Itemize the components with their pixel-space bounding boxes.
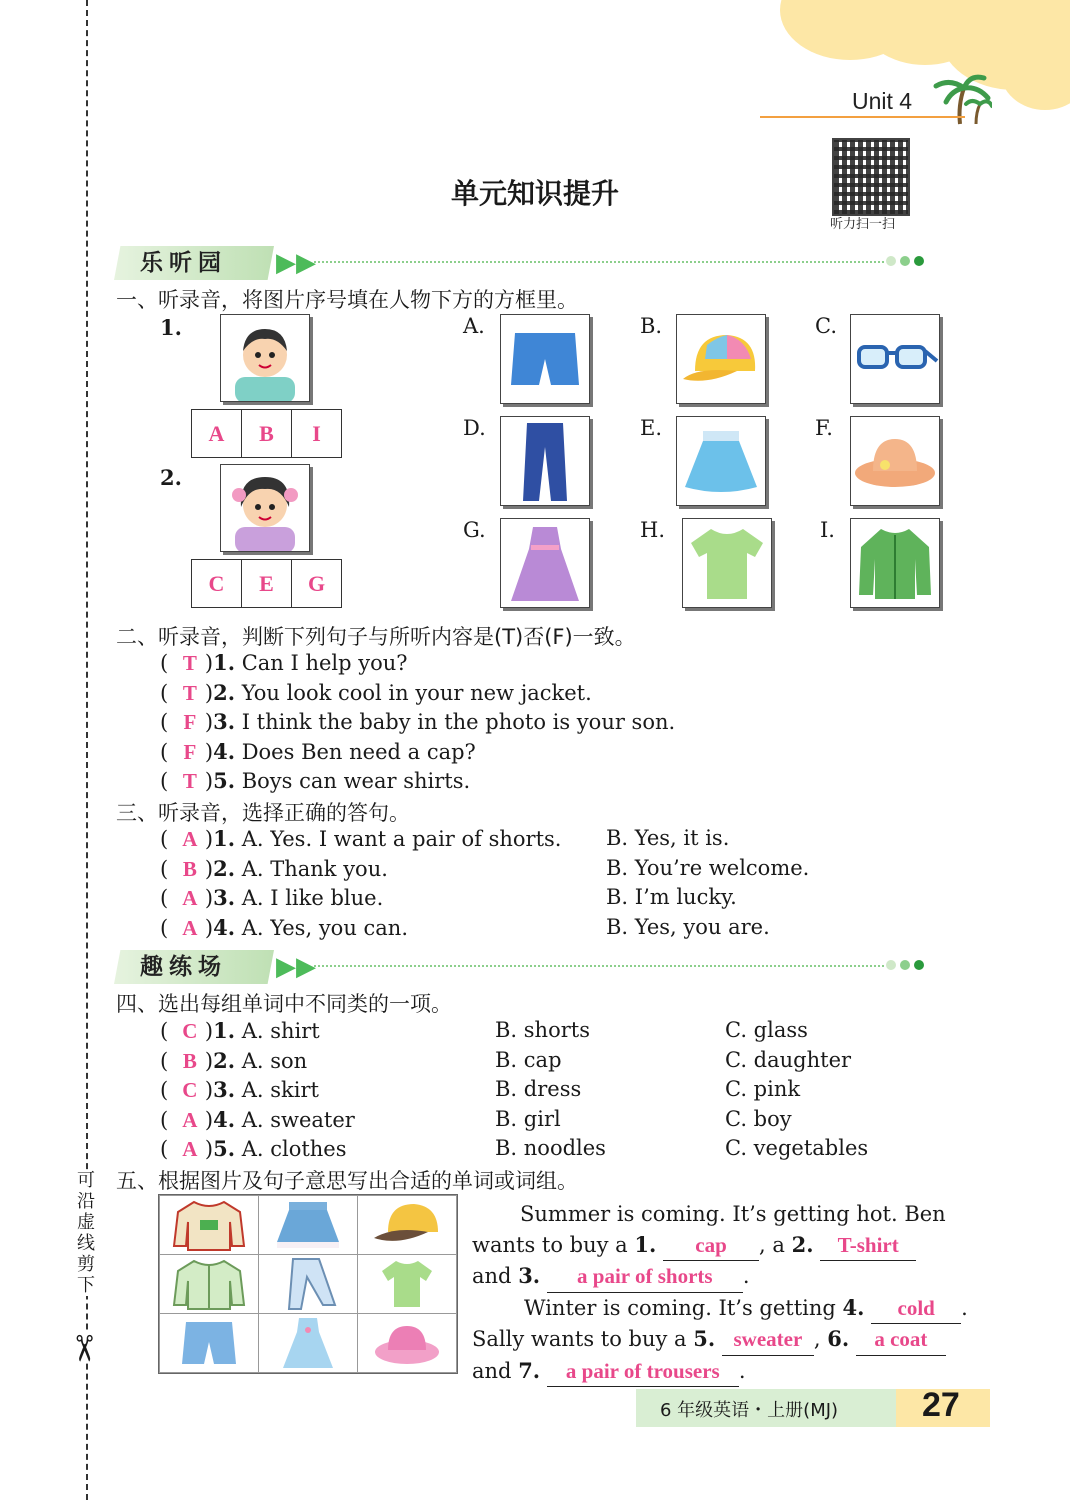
blank-number: 4. — [842, 1294, 865, 1320]
page-title: 单元知识提升 — [450, 177, 619, 210]
blank-2[interactable]: T-shirt — [820, 1231, 916, 1262]
option-b: B. I’m lucky. — [606, 885, 737, 909]
choice-item: ( A )4. A. Yes, you can. B. Yes, you are. — [160, 914, 770, 940]
tf-item: ( T )5. Boys can wear shirts. — [160, 768, 471, 793]
item-number: 1. — [213, 650, 236, 675]
option-c: C. vegetables — [725, 1136, 869, 1160]
cut-instruction: 可沿虚线剪下 — [74, 1170, 98, 1296]
option-label: C. — [815, 314, 837, 338]
cap-cell — [357, 1195, 457, 1255]
tshirt-icon — [358, 1255, 456, 1313]
blank-1[interactable]: cap — [663, 1231, 759, 1262]
banner-title: 趣练场 — [140, 954, 227, 980]
passage-text: and — [472, 1264, 512, 1288]
tf-sentence: I think the baby in the photo is your son. — [241, 710, 676, 734]
dress-cell — [258, 1313, 358, 1373]
choice-item: ( A )3. A. I like blue. B. I’m lucky. — [160, 885, 737, 910]
jacket-cell — [159, 1254, 259, 1314]
dress-icon — [501, 519, 589, 607]
option-label: E. — [640, 416, 663, 440]
dotted-divider — [314, 965, 884, 967]
tf-item: ( T )1. Can I help you? — [160, 650, 408, 675]
tf-item: ( T )2. You look cool in your new jacket. — [160, 679, 592, 705]
option-label: B. — [640, 314, 663, 338]
option-c: C. pink — [725, 1077, 801, 1101]
answer-box-cell[interactable]: B — [242, 410, 292, 457]
option-label: H. — [640, 518, 665, 542]
qr-label: 听力扫一扫 — [830, 217, 896, 232]
passage-text: , a — [759, 1232, 785, 1257]
section-2-heading: 二、听录音，判断下列句子与所听内容是(T)否(F)一致。 — [116, 625, 636, 649]
option-b: B. cap — [495, 1047, 562, 1072]
hat-picture — [850, 416, 940, 506]
section-banner-practice — [114, 950, 934, 984]
choice-answer[interactable]: B — [182, 856, 197, 881]
blank-number: 3. — [518, 1263, 541, 1288]
blank-4[interactable]: cold — [871, 1294, 961, 1325]
answer-box-1 — [191, 409, 342, 458]
clothes-picture-grid — [158, 1194, 458, 1374]
dot-icon — [886, 256, 896, 266]
shorts-icon — [501, 315, 589, 403]
jacket-picture — [850, 518, 940, 608]
passage-line: and 7. a pair of trousers . — [472, 1356, 968, 1388]
option-c: C. boy — [725, 1106, 792, 1131]
option-a: A. shirt — [241, 1019, 320, 1043]
dress-picture — [500, 518, 590, 608]
dot-icon — [914, 256, 924, 266]
sweater-cell — [159, 1195, 259, 1255]
item-number: 1. — [213, 826, 236, 851]
tf-answer[interactable]: F — [183, 710, 197, 734]
trousers-icon — [501, 417, 589, 505]
blank-3[interactable]: a pair of shorts — [547, 1262, 743, 1293]
tf-sentence: Can I help you? — [241, 651, 408, 675]
cap-picture — [676, 314, 766, 404]
option-b: B. Yes, you are. — [606, 914, 770, 939]
option-b: B. dress — [495, 1077, 582, 1101]
girl-picture — [220, 464, 310, 552]
item-number: 3. — [213, 885, 236, 910]
choice-item: ( B )2. A. Thank you. B. You’re welcome. — [160, 855, 810, 881]
cap-icon — [358, 1196, 456, 1254]
item-number: 3. — [213, 1077, 236, 1102]
odd-answer[interactable]: A — [182, 1137, 198, 1161]
jacket-icon — [851, 519, 939, 607]
item-number: 4. — [213, 738, 236, 764]
option-a: A. sweater — [241, 1107, 355, 1132]
odd-item: ( B )2. A. son B. cap C. daughter — [160, 1047, 852, 1073]
option-label: D. — [463, 416, 486, 440]
scissors-icon: ✂ — [62, 1333, 104, 1364]
item-number: 2. — [213, 1047, 236, 1073]
odd-item: ( A )5. A. clothes B. noodles C. vegetables — [160, 1136, 869, 1161]
skirt-picture — [676, 416, 766, 506]
option-b: B. girl — [495, 1106, 561, 1131]
boy-picture — [220, 314, 310, 402]
option-b: B. Yes, it is. — [606, 826, 730, 850]
passage-line: and 3. a pair of shorts . — [472, 1261, 968, 1293]
shorts-icon — [160, 1314, 258, 1372]
odd-item: ( C )1. A. shirt B. shorts C. glass — [160, 1018, 808, 1043]
item-number: 4. — [213, 1106, 236, 1132]
cap-icon — [677, 315, 765, 403]
dotted-divider — [314, 261, 884, 263]
answer-box-cell[interactable]: I — [312, 420, 321, 446]
odd-answer[interactable]: B — [182, 1048, 197, 1073]
option-b: B. noodles — [495, 1136, 606, 1160]
answer-box-cell[interactable]: E — [242, 560, 292, 607]
option-label: G. — [463, 518, 486, 542]
hat-icon — [851, 417, 939, 505]
passage — [472, 1200, 968, 1387]
option-c: C. daughter — [725, 1047, 852, 1072]
trousers-icon — [259, 1255, 357, 1313]
hat-icon — [358, 1314, 456, 1372]
passage-text: and — [472, 1358, 512, 1383]
odd-answer[interactable]: C — [182, 1019, 198, 1043]
dot-icon — [900, 256, 910, 266]
section-5-heading: 五、根据图片及句子意思写出合适的单词或词组。 — [116, 1169, 578, 1193]
choice-item: ( A )1. A. Yes. I want a pair of shorts. B. Yes, it is. — [160, 826, 730, 851]
dot-icon — [914, 960, 924, 970]
option-label: A. — [463, 314, 485, 338]
tshirt-icon — [683, 519, 771, 607]
glasses-icon — [851, 315, 939, 403]
choice-answer[interactable]: A — [182, 915, 198, 940]
option-a: A. Yes. I want a pair of shorts. — [241, 827, 562, 851]
answer-box-cell[interactable]: G — [307, 570, 326, 596]
tf-item: ( F )4. Does Ben need a cap? — [160, 738, 476, 764]
option-a: A. son — [241, 1048, 308, 1073]
odd-item: ( C )3. A. skirt B. dress C. pink — [160, 1077, 801, 1102]
option-c: C. glass — [725, 1018, 808, 1042]
tf-list — [160, 650, 675, 798]
person-2-number: 2. — [160, 465, 182, 490]
jacket-icon — [160, 1255, 258, 1313]
blank-number: 5. — [693, 1326, 716, 1351]
blank-6[interactable]: a coat — [856, 1325, 946, 1356]
passage-text: Sally wants to buy a — [472, 1327, 687, 1351]
dot-icon — [900, 960, 910, 970]
tf-answer[interactable]: T — [182, 680, 197, 705]
person-1-number: 1. — [160, 315, 182, 340]
odd-one-out-list — [160, 1018, 960, 1166]
double-arrow-icon: ▶▶ — [276, 248, 316, 278]
answer-box-cell[interactable]: A — [192, 410, 242, 457]
section-banner-listen — [114, 246, 934, 280]
hat-cell — [357, 1313, 457, 1373]
tf-answer[interactable]: T — [182, 769, 197, 793]
girl-face-icon — [221, 465, 309, 551]
blank-number: 1. — [634, 1231, 657, 1257]
tf-item: ( F )3. I think the baby in the photo is your son. — [160, 709, 676, 734]
item-number: 3. — [213, 709, 236, 734]
footer-book-title: 6 年级英语・上册(MJ) — [660, 1400, 839, 1421]
tf-sentence: Boys can wear shirts. — [241, 769, 471, 793]
page-number: 27 — [922, 1386, 960, 1424]
item-number: 5. — [213, 1136, 236, 1161]
item-number: 2. — [213, 679, 236, 705]
item-number: 1. — [213, 1018, 236, 1043]
banner-title: 乐听园 — [140, 250, 227, 276]
shorts-picture — [500, 314, 590, 404]
trousers-cell — [258, 1254, 358, 1314]
passage-text: wants to buy a — [472, 1232, 628, 1257]
glasses-picture — [850, 314, 940, 404]
option-label: F. — [815, 416, 833, 440]
section-4-heading: 四、选出每组单词中不同类的一项。 — [116, 992, 452, 1016]
option-a: A. Yes, you can. — [241, 915, 409, 940]
item-number: 5. — [213, 768, 236, 793]
option-b: B. You’re welcome. — [606, 855, 810, 880]
item-number: 2. — [213, 855, 236, 881]
dress-icon — [259, 1314, 357, 1372]
passage-text: Winter is coming. It’s getting — [524, 1295, 836, 1320]
trousers-picture — [500, 416, 590, 506]
item-number: 4. — [213, 914, 236, 940]
section-1-heading: 一、听录音，将图片序号填在人物下方的方框里。 — [116, 288, 578, 312]
tshirt-cell — [357, 1254, 457, 1314]
option-label: I. — [820, 518, 835, 542]
tf-answer[interactable]: T — [182, 651, 197, 675]
option-a: A. skirt — [241, 1078, 319, 1102]
option-b: B. shorts — [495, 1018, 590, 1042]
answer-box-cell[interactable]: C — [192, 560, 242, 607]
skirt-icon — [677, 417, 765, 505]
denim-skirt-icon — [259, 1196, 357, 1254]
passage-text: Summer is coming. It’s getting hot. Ben — [520, 1202, 946, 1226]
blank-number: 2. — [791, 1231, 814, 1257]
option-a: A. I like blue. — [241, 886, 384, 910]
option-a: A. Thank you. — [241, 856, 388, 881]
unit-label: Unit 4 — [852, 88, 913, 114]
choice-answer[interactable]: A — [182, 827, 198, 851]
unit-rule — [760, 116, 965, 118]
passage-line — [472, 1230, 968, 1262]
odd-item: ( A )4. A. sweater B. girl C. boy — [160, 1106, 792, 1132]
option-a: A. clothes — [241, 1137, 347, 1161]
skirt-cell — [258, 1195, 358, 1255]
passage-line: Winter is coming. It’s getting 4. cold . — [472, 1293, 968, 1325]
dot-icon — [886, 960, 896, 970]
blank-7[interactable]: a pair of trousers — [547, 1357, 739, 1388]
choice-list — [160, 826, 960, 944]
double-arrow-icon: ▶▶ — [276, 952, 316, 982]
section-3-heading: 三、听录音，选择正确的答句。 — [116, 801, 410, 825]
shorts-cell — [159, 1313, 259, 1373]
choice-answer[interactable]: A — [182, 886, 198, 910]
answer-box-2 — [191, 559, 342, 608]
sweater-icon — [160, 1196, 258, 1254]
blank-5[interactable]: sweater — [722, 1325, 814, 1356]
passage-line: Sally wants to buy a 5. sweater , 6. a coat — [472, 1324, 968, 1356]
tf-answer[interactable]: F — [183, 739, 197, 764]
passage-line — [472, 1200, 968, 1230]
boy-face-icon — [221, 315, 309, 401]
blank-number: 7. — [518, 1357, 541, 1383]
tshirt-picture — [682, 518, 772, 608]
tf-sentence: You look cool in your new jacket. — [241, 680, 592, 705]
tf-sentence: Does Ben need a cap? — [241, 739, 476, 764]
odd-answer[interactable]: C — [182, 1078, 198, 1102]
blank-number: 6. — [827, 1326, 850, 1351]
odd-answer[interactable]: A — [182, 1107, 198, 1132]
